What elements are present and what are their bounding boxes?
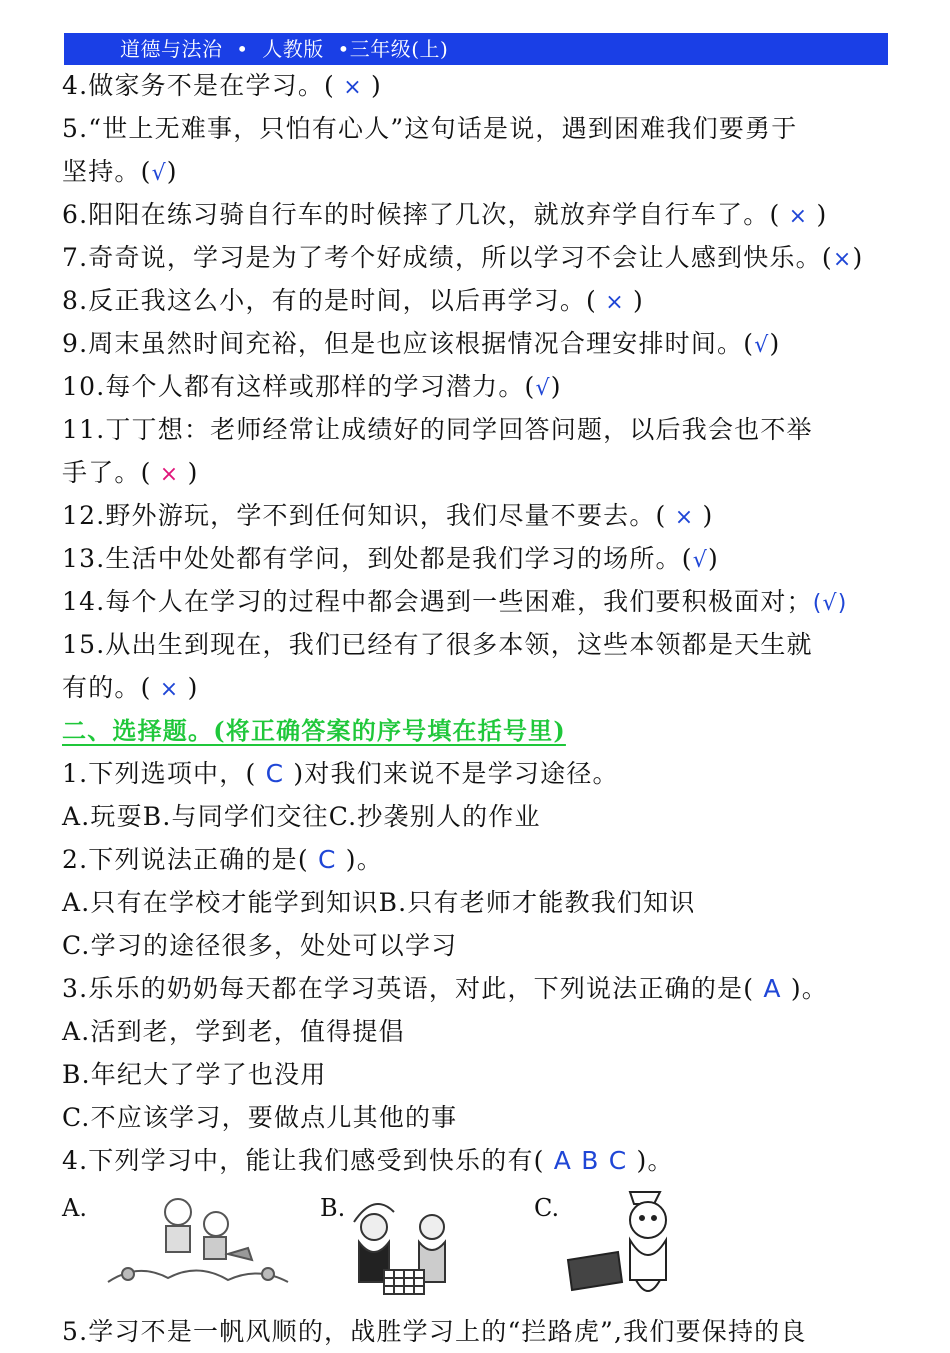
question-text: 9.周末虽然时间充裕，但是也应该根据情况合理安排时间。( <box>62 329 755 358</box>
question-text: C.学习的途径很多，处处可以学习 <box>62 931 458 960</box>
question-line: 5.学习不是一帆风顺的，战胜学习上的“拦路虎”,我们要保持的良 <box>62 1317 807 1346</box>
question-text-end: ) <box>702 501 714 530</box>
answer-mark: √ <box>535 376 551 401</box>
question-line <box>62 1096 932 1139</box>
question-text: 8.反正我这么小，有的是时间，以后再学习。( <box>62 286 598 315</box>
question-text-end: ) <box>769 329 781 358</box>
question-line <box>62 236 932 279</box>
question-text: 4.下列学习中，能让我们感受到快乐的有( <box>62 1146 545 1175</box>
children-chess-illustration <box>344 1182 464 1307</box>
question-text-end: ) <box>550 372 562 401</box>
question-line <box>62 193 932 236</box>
question-text: 坚持。( <box>62 157 152 186</box>
question-text: 11.丁丁想：老师经常让成绩好的同学回答问题，以后我会也不举 <box>62 415 813 444</box>
answer-mark: √ <box>151 161 167 186</box>
question-text: 4.做家务不是在学习。( <box>62 71 336 100</box>
question-line <box>62 967 932 1010</box>
answer-mark: × <box>151 677 188 702</box>
question-text: 1.下列选项中，( <box>62 759 257 788</box>
image-options <box>62 1182 932 1310</box>
option-b-label: B. <box>320 1194 346 1222</box>
question-text-end: )。 <box>345 845 383 874</box>
question-line <box>62 408 932 451</box>
answer-mark: × <box>666 505 703 530</box>
question-text: 3.乐乐的奶奶每天都在学习英语，对此，下列说法正确的是( <box>62 974 755 1003</box>
question-text: 15.从出生到现在，我们已经有了很多本领，这些本领都是天生就 <box>62 630 813 659</box>
question-text-end: )。 <box>636 1146 674 1175</box>
question-line <box>62 1053 932 1096</box>
answer-mark: × <box>335 75 372 100</box>
answer-mark: × <box>151 462 188 487</box>
question-line <box>62 1010 932 1053</box>
answer-mark: × <box>832 247 853 272</box>
child-reading-illustration <box>560 1182 700 1310</box>
section-title: 二、选择题。(将正确答案的序号填在括号里) <box>62 716 566 745</box>
question-text: 7.奇奇说，学习是为了考个好成绩，所以学习不会让人感到快乐。( <box>62 243 833 272</box>
question-line <box>62 838 932 881</box>
question-text: 10.每个人都有这样或那样的学习潜力。( <box>62 372 536 401</box>
option-c-label: C. <box>534 1194 560 1222</box>
question-text-end: ) <box>852 243 864 272</box>
question-text: A.只有在学校才能学到知识B.只有老师才能教我们知识 <box>62 888 696 917</box>
question-text: A.玩耍B.与同学们交往C.抄袭别人的作业 <box>62 802 541 831</box>
question-line <box>62 537 932 580</box>
question-line <box>62 795 932 838</box>
option-a-label: A. <box>62 1194 87 1222</box>
children-playing-illustration <box>98 1182 298 1302</box>
answer-mark: √ <box>754 333 770 358</box>
answer-mark: × <box>597 290 634 315</box>
question-line <box>62 64 932 107</box>
question-text: 有的。( <box>62 673 152 702</box>
answer-mark: (√) <box>812 591 848 616</box>
question-text-end: ) <box>166 157 178 186</box>
answer-mark: √ <box>692 548 708 573</box>
answer-mark: C <box>308 845 346 874</box>
question-line <box>62 666 932 709</box>
question-line <box>62 451 932 494</box>
choice-questions <box>62 752 932 1182</box>
answer-mark: A <box>754 974 791 1003</box>
question-line <box>62 365 932 408</box>
question-line <box>62 924 932 967</box>
question-text-end: ) <box>816 200 828 229</box>
section-heading <box>62 709 932 752</box>
header-title: 道德与法治 • 人教版 •三年级(上) <box>120 37 449 61</box>
question-text: B.年纪大了学了也没用 <box>62 1060 327 1089</box>
question-line <box>62 279 932 322</box>
answer-mark: C <box>256 759 294 788</box>
question-text: 12.野外游玩，学不到任何知识，我们尽量不要去。( <box>62 501 667 530</box>
question-text-end: ) <box>371 71 383 100</box>
question-line <box>62 150 932 193</box>
question-text-end: )。 <box>790 974 828 1003</box>
question-line <box>62 322 932 365</box>
question-line <box>62 107 932 150</box>
question-line <box>62 881 932 924</box>
question-text-end: ) <box>187 458 199 487</box>
question-line <box>62 580 932 623</box>
answer-mark: A B C <box>544 1146 637 1175</box>
question-text: 6.阳阳在练习骑自行车的时候摔了几次，就放弃学自行车了。( <box>62 200 781 229</box>
judgment-questions <box>62 64 932 709</box>
answer-mark: × <box>780 204 817 229</box>
question-text-end: )对我们来说不是学习途径。 <box>293 759 619 788</box>
question-text-end: ) <box>633 286 645 315</box>
question-line <box>62 623 932 666</box>
question-line <box>62 1139 932 1182</box>
question-text: 5.“世上无难事，只怕有心人”这句话是说，遇到困难我们要勇于 <box>62 114 798 143</box>
question-text: 14.每个人在学习的过程中都会遇到一些困难，我们要积极面对； <box>62 587 813 616</box>
question-text-end: ) <box>187 673 199 702</box>
question-text-end: ) <box>707 544 719 573</box>
question-text: 手了。( <box>62 458 152 487</box>
worksheet-content <box>62 64 932 1353</box>
question-line <box>62 494 932 537</box>
question-text: C.不应该学习，要做点儿其他的事 <box>62 1103 458 1132</box>
question-line <box>62 752 932 795</box>
question-text: 2.下列说法正确的是( <box>62 845 309 874</box>
question-text: A.活到老，学到老，值得提倡 <box>62 1017 405 1046</box>
question-text: 13.生活中处处都有学问，到处都是我们学习的场所。( <box>62 544 693 573</box>
